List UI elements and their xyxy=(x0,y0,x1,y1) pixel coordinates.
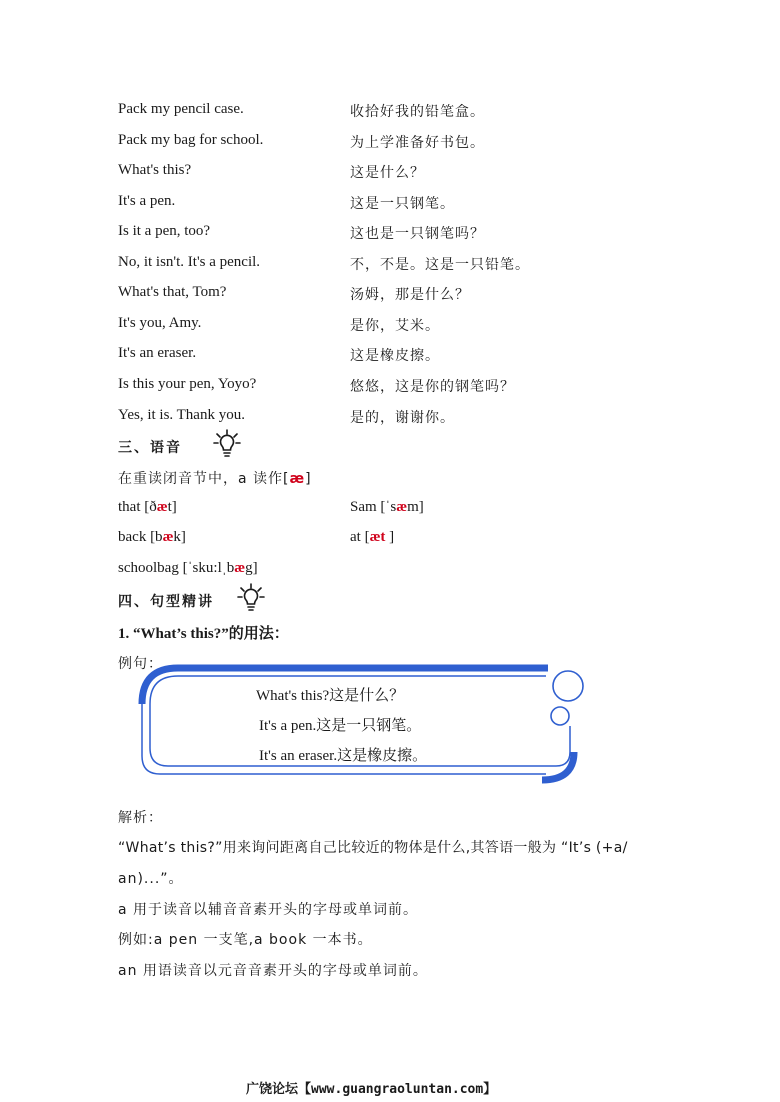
sentence-subheading: 1. “What’s this?”的用法： xyxy=(118,626,289,642)
dialogue-cn-9: 这是橡皮擦。 xyxy=(350,348,440,364)
dialogue-en-6: No, it isn't. It's a pencil. xyxy=(118,254,261,270)
dialogue-en-8: It's you, Amy. xyxy=(118,315,202,331)
lightbulb-icon xyxy=(236,582,266,614)
dialogue-cn-10: 悠悠，这是你的钢笔吗？ xyxy=(350,379,515,395)
dialogue-cn-8: 是你，艾米。 xyxy=(350,318,440,334)
footer-watermark: 广饶论坛【www.guangraoluntan.com】 xyxy=(246,1082,497,1097)
dialogue-en-4: It's a pen. xyxy=(118,193,176,209)
phonics-word-that: that [ðæt] xyxy=(118,499,177,515)
analysis-line-2: an)...”。 xyxy=(118,871,184,887)
dialogue-en-7: What's that, Tom? xyxy=(118,284,227,300)
dialogue-cn-4: 这是一只钢笔。 xyxy=(350,196,455,212)
phonics-rule-symbol: æ xyxy=(289,471,306,487)
dialogue-cn-1: 收拾好我的铅笔盒。 xyxy=(350,104,485,120)
example-line-2: It's a pen.这是一只钢笔。 xyxy=(259,718,422,734)
example-label: 例句： xyxy=(118,656,163,672)
rule-an: an 用语读音以元音音素开头的字母或单词前。 xyxy=(118,963,428,979)
analysis-line-1: “What’s this?”用来询问距离自己比较近的物体是什么,其答语一般为 “It’s (+a/ xyxy=(118,840,628,856)
dialogue-en-2: Pack my bag for school. xyxy=(118,132,264,148)
dialogue-cn-11: 是的，谢谢你。 xyxy=(350,410,455,426)
dialogue-en-10: Is this your pen, Yoyo? xyxy=(118,376,257,392)
example-line-3: It's an eraser.这是橡皮擦。 xyxy=(259,748,428,764)
phonics-word-sam: Sam [ˈsæm] xyxy=(350,499,424,515)
footer-url: www.guangraoluntan.com xyxy=(311,1082,484,1097)
dialogue-en-3: What's this? xyxy=(118,162,192,178)
lightbulb-icon xyxy=(212,428,242,460)
dialogue-en-5: Is it a pen, too? xyxy=(118,223,211,239)
dialogue-cn-3: 这是什么？ xyxy=(350,165,425,181)
dialogue-en-9: It's an eraser. xyxy=(118,345,197,361)
phonics-rule: 在重读闭音节中，a 读作[æ] xyxy=(118,471,312,487)
dialogue-en-11: Yes, it is. Thank you. xyxy=(118,407,245,423)
example-a: 例如:a pen 一支笔,a book 一本书。 xyxy=(118,932,373,948)
phonics-word-at: at [æt ] xyxy=(350,529,395,545)
dialogue-cn-2: 为上学准备好书包。 xyxy=(350,135,485,151)
example-line-1: What's this?这是什么？ xyxy=(256,688,405,704)
analysis-label: 解析： xyxy=(118,810,163,826)
phonics-heading: 三、语音 xyxy=(118,440,182,456)
dialogue-en-1: Pack my pencil case. xyxy=(118,101,244,117)
decor-circle-small xyxy=(551,707,569,725)
sentence-heading: 四、句型精讲 xyxy=(118,594,214,610)
phonics-word-schoolbag: schoolbag [ˈsku:lˌbæg] xyxy=(118,560,258,576)
rule-a: a 用于读音以辅音音素开头的字母或单词前。 xyxy=(118,902,419,918)
decor-circle-large xyxy=(553,671,583,701)
dialogue-cn-6: 不，不是。这是一只铅笔。 xyxy=(350,257,530,273)
dialogue-cn-7: 汤姆，那是什么？ xyxy=(350,287,470,303)
phonics-word-back: back [bæk] xyxy=(118,529,186,545)
dialogue-cn-5: 这也是一只钢笔吗？ xyxy=(350,226,485,242)
